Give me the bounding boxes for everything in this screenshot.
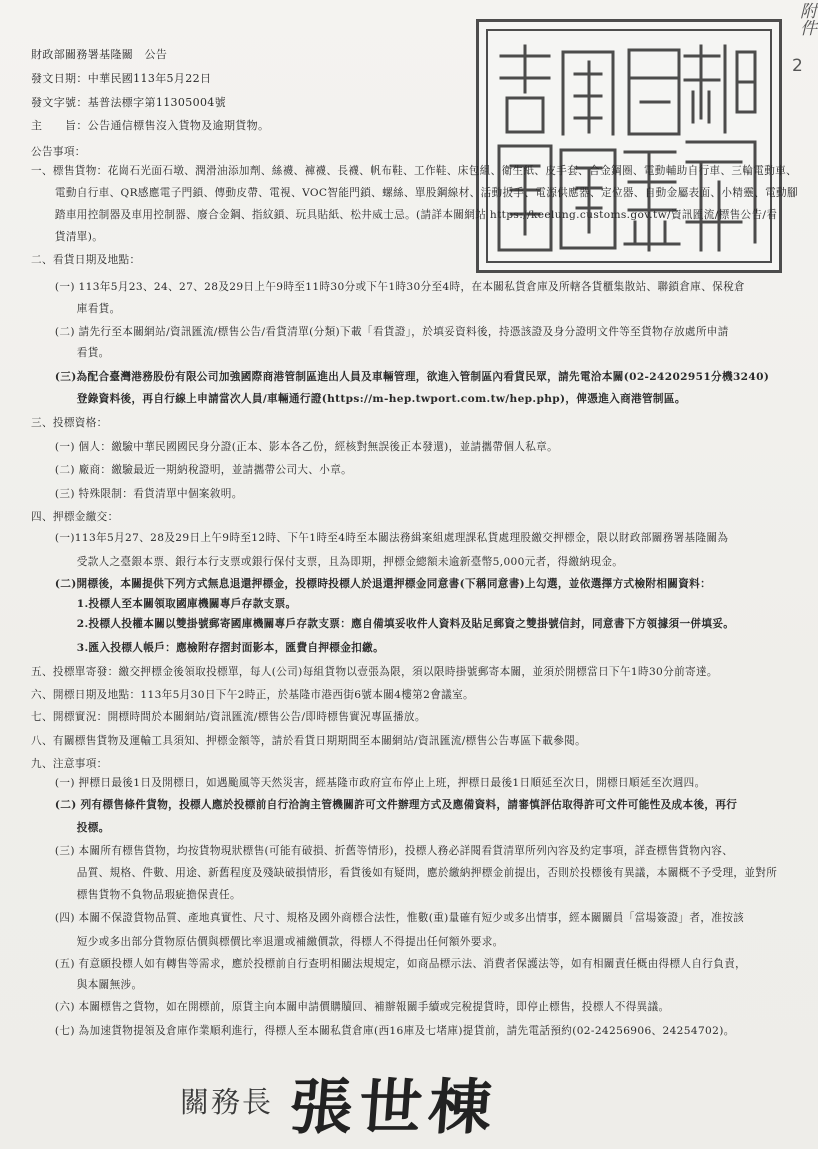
margin-handwritten-note: 附件 [796, 2, 816, 36]
notice-line: 六、開標日期及地點：113年5月30日下午2時正，於基隆市港西街6號本關4樓第2會議室。 [31, 689, 474, 701]
notice-line: 品質、規格、件數、用途、新舊程度及殘缺破損情形，看貨後如有疑問，應於繳納押標金前提出，否則於投標後有異議，本關概不予受理，並對所 [33, 867, 778, 879]
notice-line: 與本關無涉。 [33, 979, 143, 991]
notice-line: 看貨。 [33, 347, 110, 359]
notice-line: (三) 本關所有標售貨物，均按貨物現狀標售(可能有破損、折舊等情形)，投標人務必詳閱看貨清單所列內容及約定事項，詳查標售貨物內容、 [33, 845, 734, 857]
notice-line: 二、看貨日期及地點： [31, 254, 141, 266]
notice-line: 公告事項： [31, 146, 86, 158]
notice-line: (三)為配合臺灣港務股份有限公司加強國際商港管制區進出人員及車輛管理，欲進入管制區內看貨民眾，請先電洽本關(02-24202951分機3240) [33, 371, 770, 383]
notice-line: (一)113年5月27、28及29日上午9時至12時、下午1時至4時至本關法務緝案組處理課私貨處理股繳交押標金，限以財政部關務署基隆關為 [33, 532, 729, 544]
notice-line: 3.匯入投標人帳戶：應檢附存摺封面影本，匯費自押標金扣繳。 [33, 642, 385, 654]
notice-line: 登錄資料後，再自行線上申請當次人員/車輛通行證(https://m-hep.twport.com.tw/hep.php)，俾憑進入商港管制區。 [33, 393, 686, 405]
notice-line: (一) 押標日最後1日及開標日，如遇颱風等天然災害，經基隆市政府宣布停止上班，押標日最後1日順延至次日，開標日順延至次週四。 [33, 777, 706, 789]
notice-line: 三、投標資格： [31, 417, 108, 429]
notice-line: 庫看貨。 [33, 303, 121, 315]
notice-line: 踏車用控制器及車用控制器、廢合金鋼、指紋鎖、玩具貼紙、松井威士忌。(請詳本關網站 https://keelung.customs.gov.tw/資訊匯流/標售公告/看 [33, 209, 778, 221]
notice-line: 標售貨物不負物品瑕疵擔保責任。 [33, 889, 241, 901]
notice-line: (一) 個人：繳驗中華民國國民身分證(正本、影本各乙份，經核對無誤後正本發還)，並請攜帶個人私章。 [33, 441, 559, 453]
official-seal [476, 19, 782, 273]
signature-title: 關務長 [180, 1085, 274, 1119]
notice-line: (二) 請先行至本關網站/資訊匯流/標售公告/看貨清單(分類)下載「看貨證」，於填妥資料後，持憑該證及身分證明文件等至貨物存放處所申請 [33, 326, 729, 338]
notice-line: 一、標售貨物：花崗石光面石墩、潤滑油添加劑、絲襪、褲襪、長襪、帆布鞋、工作鞋、床包組、衛生紙、皮手套、合金鋼圈、電動輔助自行車、三輪電動車、 [31, 165, 798, 177]
notice-line: 四、押標金繳交： [31, 511, 119, 523]
notice-line: (七) 為加速貨物提領及倉庫作業順利進行，得標人至本關私貨倉庫(西16庫及七堵庫)提貨前，請先電話預約(02-24256906、24254702)。 [33, 1025, 735, 1037]
notice-line: 貨清單)。 [33, 231, 104, 243]
notice-line: (五) 有意願投標人如有轉售等需求，應於投標前自行查明相關法規規定，如商品標示法、消費者保護法等，如有相關責任概由得標人自行負責， [33, 958, 747, 970]
notice-line: (三) 特殊限制：看貨清單中個案敘明。 [33, 488, 243, 500]
notice-line: (二)開標後，本關提供下列方式無息退還押標金，投標時投標人於退還押標金同意書(下稱同意書)上勾選，並依選擇方式檢附相關資料： [33, 578, 712, 590]
notice-line: 五、投標單寄發：繳交押標金後領取投標單，每人(公司)每組貨物以壹張為限，須以限時掛號郵寄本關，並須於開標當日下午1時30分前寄達。 [31, 666, 718, 678]
notice-line: (二) 列有標售條件貨物，投標人應於投標前自行洽詢主管機關許可文件辦理方式及應備資料，請審慎評估取得許可文件可能性及成本後，再行 [33, 799, 738, 811]
subject-line: 主 旨：公告通信標售沒入貨物及逾期貨物。 [31, 119, 270, 132]
notice-line: (四) 本關不保證貨物品質、產地真實性、尺寸、規格及國外商標合法性，惟數(重)量確有短少或多出情事，經本關關員「當場簽證」者，准按該 [33, 912, 745, 924]
notice-line: 七、開標實況：開標時間於本關網站/資訊匯流/標售公告/即時標售實況專區播放。 [31, 711, 426, 723]
notice-line: (六) 本關標售之貨物，如在開標前，原貨主向本關申請價購贖回、補辦報關手續或完稅提貨時，即停止標售，投標人不得異議。 [33, 1001, 670, 1013]
issue-date: 發文日期：中華民國113年5月22日 [31, 72, 212, 85]
notice-line: (二) 廠商：繳驗最近一期納稅證明，並請攜帶公司大、小章。 [33, 464, 353, 476]
notice-line: 電動自行車、QR感應電子門鎖、傳動皮帶、電視、VOC智能門鎖、螺絲、單股鋼線材、活動扳手、電源供應器、定位器、自動金屬表面、小精靈、電動腳 [33, 187, 798, 199]
notice-line: 受款人之臺銀本票、銀行本行支票或銀行保付支票，且為即期，押標金總額未逾新臺幣5,000元者，得繳納現金。 [33, 556, 624, 568]
notice-line: (一) 113年5月23、24、27、28及29日上午9時至11時30分或下午1時30分至4時，在本關私貨倉庫及所轄各貨櫃集散站、聯鎖倉庫、保稅倉 [33, 281, 745, 293]
notice-line: 八、有關標售貨物及運輸工具須知、押標金額等，請於看貨日期期間至本關網站/資訊匯流/標售公告專區下載參閱。 [31, 735, 587, 747]
document-number: 發文字號：基普法標字第11305004號 [31, 96, 226, 109]
signature-name: 張世棟 [287, 1073, 501, 1143]
notice-line: 短少或多出部分貨物原估價與標價比率退還或補繳價款，得標人不得提出任何額外要求。 [33, 936, 504, 948]
notice-title: 財政部關務署基隆關 公告 [31, 48, 168, 61]
margin-handwritten-number: 2 [792, 56, 803, 76]
notice-line: 投標。 [33, 822, 110, 834]
notice-line: 九、注意事項： [31, 758, 108, 770]
notice-line: 2.投標人投權本關以雙掛號郵寄國庫機關專戶存款支票：應自備填妥收件人資料及貼足郵資之雙掛號信封，同意書下方領據須一併填妥。 [33, 618, 735, 630]
seal-graphic [479, 22, 779, 270]
notice-line: 1.投標人至本關領取國庫機關專戶存款支票。 [33, 598, 297, 610]
